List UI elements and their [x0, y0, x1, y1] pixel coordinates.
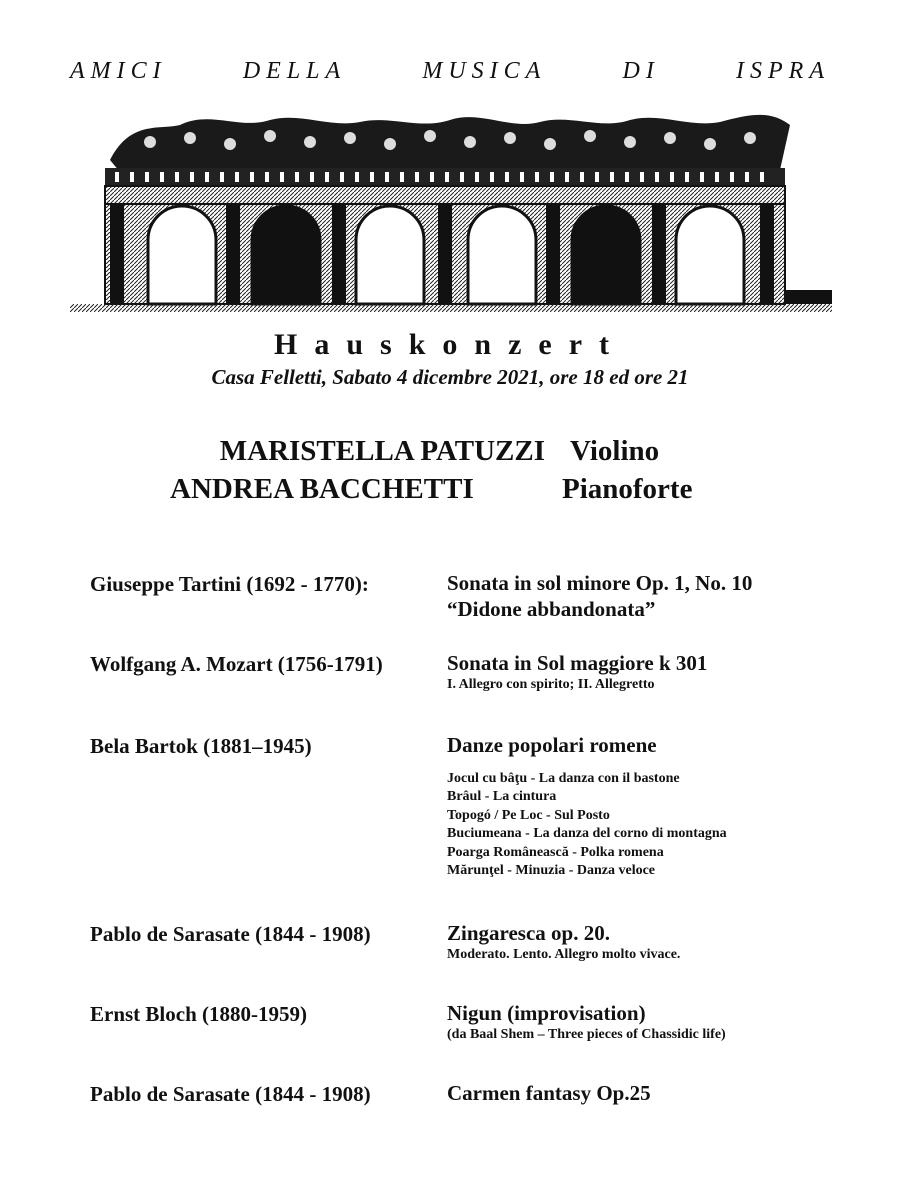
performer-instrument: Violino	[570, 434, 660, 467]
work-subtitle: “Didone abbandonata”	[447, 597, 656, 621]
performer-row	[170, 470, 770, 508]
title-word: AMICI	[70, 58, 167, 84]
movement-item: Poarga Românească - Polka romena	[447, 844, 664, 860]
work	[447, 570, 867, 622]
work-details: (da Baal Shem – Three pieces of Chassidic life)	[447, 1027, 726, 1042]
movement-item: Brâul - La cintura	[447, 789, 557, 805]
composer: Giuseppe Tartini (1692 - 1770):	[90, 572, 369, 596]
performer-name: ANDREA BACCHETTI	[170, 472, 474, 505]
movements-list	[447, 770, 867, 880]
composer: Pablo de Sarasate (1844 - 1908)	[90, 1082, 371, 1106]
composer: Wolfgang A. Mozart (1756-1791)	[90, 652, 383, 676]
performer-row	[170, 432, 770, 470]
work	[447, 732, 867, 880]
event-subtitle: Casa Felletti, Sabato 4 dicembre 2021, ore 18 ed ore 21	[211, 365, 689, 389]
baroque-arcade-orchestra-illustration	[70, 100, 832, 315]
movement-item: Jocul cu bâţu - La danza con il bastone	[447, 771, 680, 786]
performers-list	[170, 432, 770, 508]
performer-name: MARISTELLA PATUZZI	[219, 434, 545, 467]
work-title: Carmen fantasy Op.25	[447, 1081, 651, 1105]
work	[447, 650, 867, 694]
event-title: Hauskonzert	[274, 328, 626, 361]
work-title: Nigun (improvisation)	[447, 1001, 646, 1025]
movement-item: Mărunţel - Minuzia - Danza veloce	[447, 863, 656, 879]
work-title: Zingaresca op. 20.	[447, 921, 610, 945]
work	[447, 1000, 867, 1044]
title-word: DI	[622, 58, 660, 84]
work	[447, 920, 867, 964]
title-word: ISPRA	[736, 58, 830, 84]
work	[447, 1080, 867, 1106]
performer-instrument: Pianoforte	[562, 472, 693, 505]
composer: Bela Bartok (1881–1945)	[90, 734, 312, 758]
title-word: DELLA	[242, 58, 347, 84]
movement-item: Buciumeana - La danza del corno di montagna	[447, 826, 727, 842]
work-details: Moderato. Lento. Allegro molto vivace.	[447, 947, 681, 962]
composer: Pablo de Sarasate (1844 - 1908)	[90, 922, 371, 946]
organization-title	[70, 58, 830, 85]
work-title: Danze popolari romene	[447, 733, 657, 757]
work-title: Sonata in sol minore Op. 1, No. 10	[447, 571, 753, 595]
work-title: Sonata in Sol maggiore k 301	[447, 651, 708, 675]
title-word: MUSICA	[422, 58, 547, 84]
work-details: I. Allegro con spirito; II. Allegretto	[447, 677, 655, 692]
composer: Ernst Bloch (1880-1959)	[90, 1002, 307, 1026]
movement-item: Topogó / Pe Loc - Sul Posto	[447, 807, 610, 823]
